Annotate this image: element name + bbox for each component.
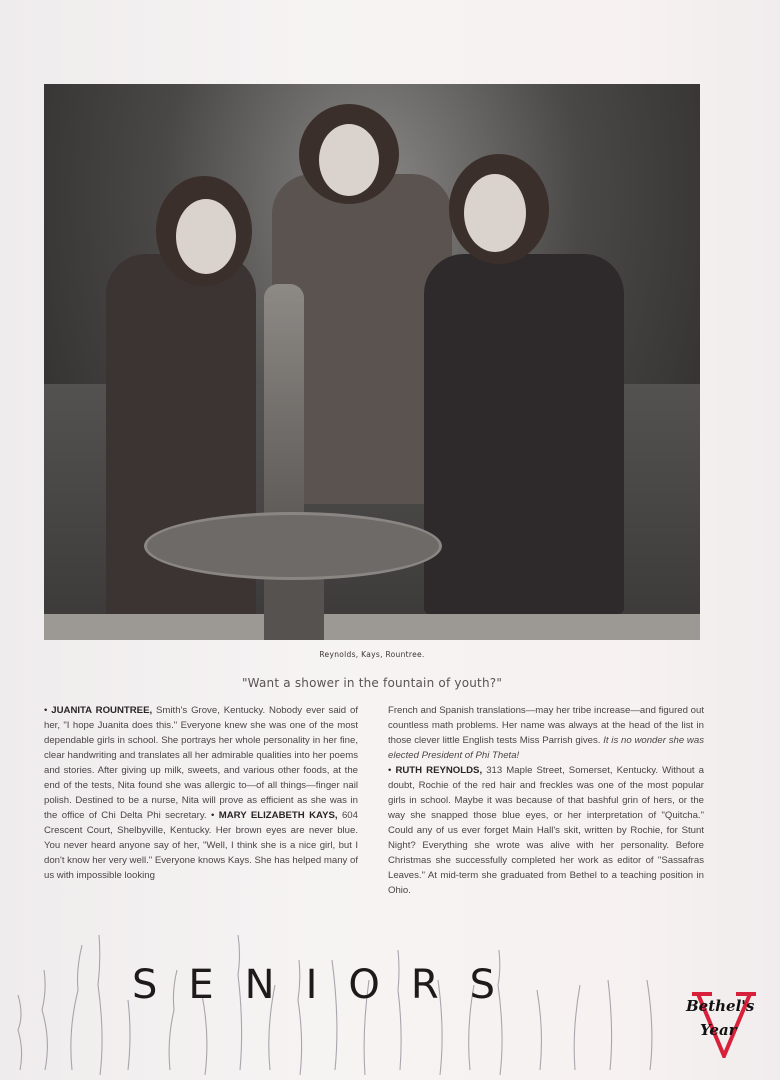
group-photo	[44, 84, 700, 640]
face-middle	[319, 124, 379, 196]
student-bio: 313 Maple Street, Somerset, Kentucky. Without a doubt, Rochie of the red hair and freckles was one of the most popular girls in school. Maybe it was because of that bashful grin of hers, or the way she snapped those blue eyes, or her interpretation of "Quitcha." Could any of us ever forget Main Hall's skit, written by Rochie, for Stunt Night? Everything she wrote was alive with her personality. Before Christmas she successfully completed her work as editor of "Sassafras Leaves." At mid-term she graduated from Bethel to a teaching position in Ohio.	[388, 765, 705, 896]
text-column-right	[388, 703, 704, 898]
student-bio: French and Spanish translations—may her tribe increase—and figured out countless math problems. Her name was always at the head of the list in those clever little English tests Miss Parrish gives.	[388, 705, 704, 746]
student-bio: 604 Crescent Court, Shelbyville, Kentucky. Her brown eyes are never blue. You never heard anyone say of her, "Well, I think she is a nice girl, but I don't know her very well." Everyone knows Kays. She has helped many of us with impossible looking	[44, 810, 358, 881]
face-right	[464, 174, 526, 252]
student-name: MARY ELIZABETH KAYS,	[218, 810, 338, 821]
photo-caption: Reynolds, Kays, Rountree.	[319, 650, 425, 659]
student-name: JUANITA ROUNTREE,	[51, 705, 153, 716]
text-column-left	[44, 703, 358, 883]
logo-line2: Year	[700, 1021, 737, 1039]
section-title: SENIORS	[132, 962, 527, 1008]
bullet: •	[44, 705, 48, 716]
student-bio: Smith's Grove, Kentucky. Nobody ever said of her, "I hope Juanita does this." Everyone knew she was one of the most dependable girls in school. She portrays her whole personality in her fine, clear handwriting and translates all her admirable qualities into her poems and stories. After giving up milk, sweets, and various other foods, at the end of the tests, Nita found she was allergic to—of all things—finger nail polish. Destined to be a nurse, Nita will prove as efficient as she was in the office of Chi Delta Phi secretary.	[44, 705, 359, 821]
fountain-basin	[144, 512, 442, 580]
bullet: •	[388, 765, 392, 776]
student-name: RUTH REYNOLDS,	[395, 765, 483, 776]
logo-line1: Bethel's	[686, 997, 755, 1015]
page-quote: "Want a shower in the fountain of youth?"	[241, 676, 503, 690]
bullet: •	[211, 810, 215, 821]
fountain-statue	[264, 284, 304, 524]
bethels-year-logo	[684, 990, 764, 1058]
student-bio-italic: It is no wonder she was elected President of Phi Theta!	[388, 735, 704, 761]
person-right	[424, 254, 624, 614]
face-left	[176, 199, 236, 274]
pavement	[44, 614, 700, 640]
